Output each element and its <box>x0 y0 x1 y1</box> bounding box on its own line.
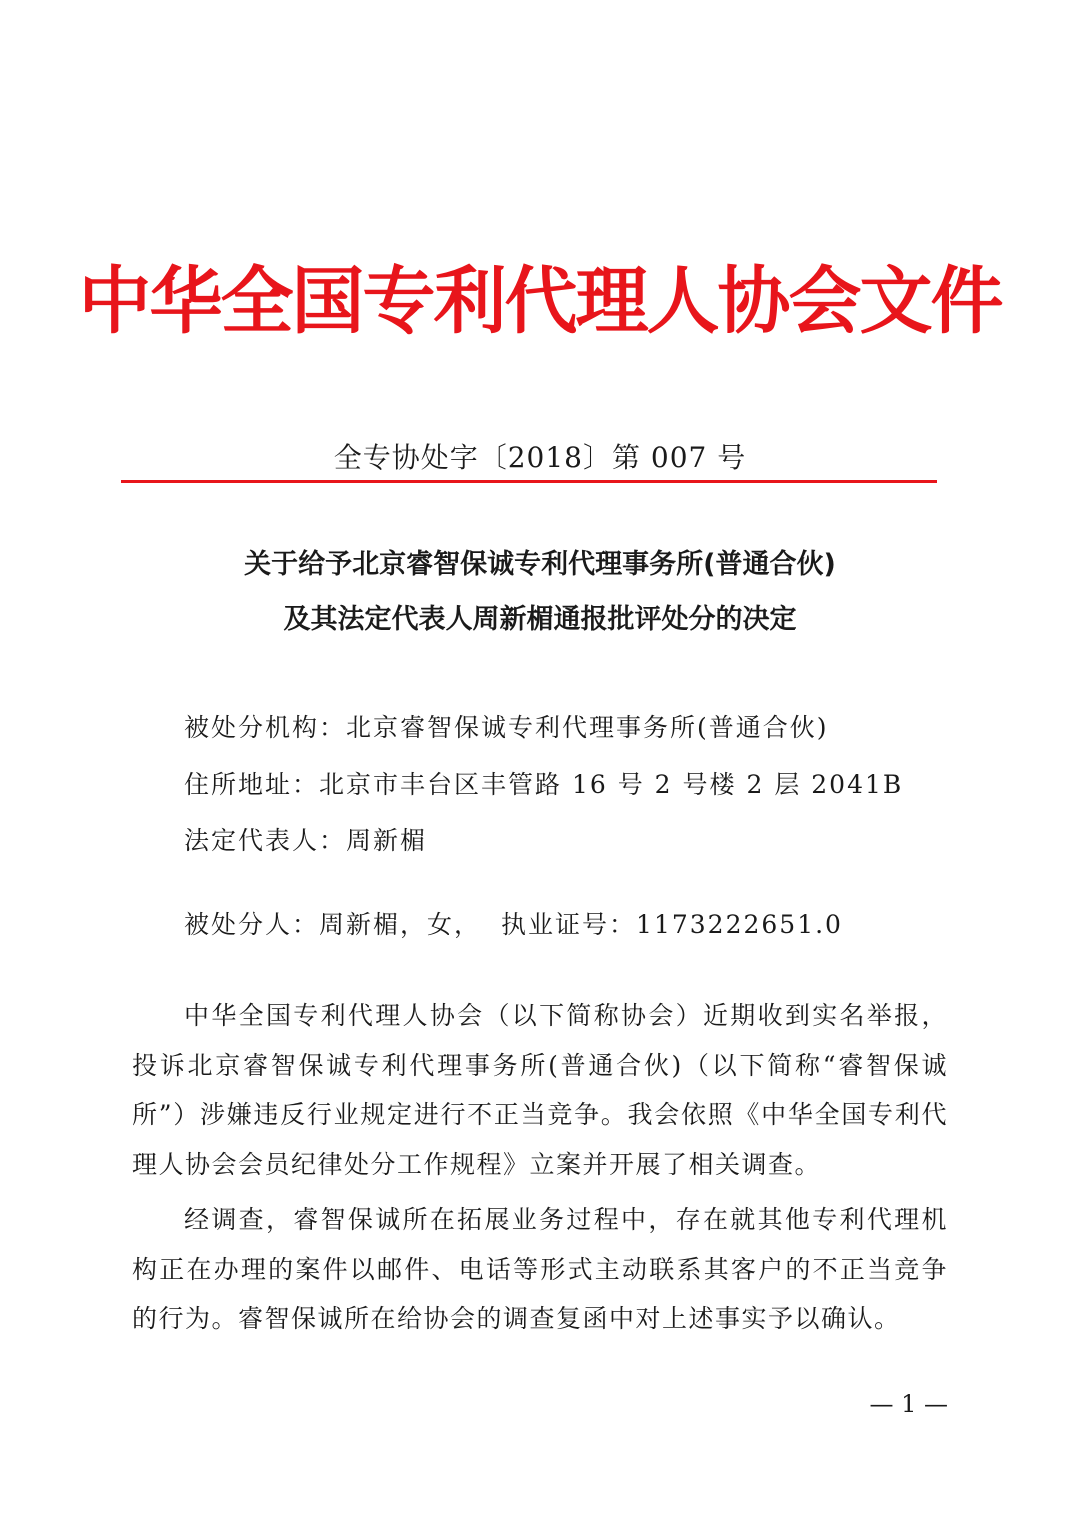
field-label: 被处分机构： <box>184 713 347 742</box>
field-value: 北京睿智保诚专利代理事务所(普通合伙) <box>346 713 829 742</box>
masthead-title: 中华全国专利代理人协会文件 <box>78 259 1002 344</box>
license-label: 执业证号： <box>501 910 637 939</box>
decision-title-line-1: 关于给予北京睿智保诚专利代理事务所(普通合伙) <box>244 549 836 580</box>
body-paragraph-2: 经调查，睿智保诚所在拓展业务过程中，存在就其他专利代理机构正在办理的案件以邮件、电话等形式主动联系其客户的不正当竞争的行为。睿智保诚所在给协会的调查复函中对上述事实予以确认。 <box>132 1205 948 1333</box>
red-divider-line <box>121 480 937 483</box>
field-punished-institution <box>184 708 829 748</box>
license-number: 1173222651.0 <box>636 910 843 939</box>
decision-title-line-2: 及其法定代表人周新楣通报批评处分的决定 <box>283 604 797 635</box>
field-legal-representative <box>184 821 427 861</box>
field-address <box>184 765 903 805</box>
field-value: 北京市丰台区丰管路 16 号 2 号楼 2 层 2041B <box>319 770 904 799</box>
field-punished-person <box>184 905 843 945</box>
body-paragraph-1: 中华全国专利代理人协会（以下简称协会）近期收到实名举报，投诉北京睿智保诚专利代理事务所(普通合伙)（以下简称“睿智保诚所”）涉嫌违反行业规定进行不正当竞争。我会依照《中华全国专利代理人协会会员纪律处分工作规程》立案并开展了相关调查。 <box>132 1001 948 1179</box>
page-number: — 1 — <box>869 1390 948 1418</box>
field-label: 法定代表人： <box>184 826 347 855</box>
field-value: 周新楣 <box>346 826 428 855</box>
field-label: 被处分人： <box>184 910 320 939</box>
document-number: 全专协处字〔2018〕第 007 号 <box>333 441 747 474</box>
field-label: 住所地址： <box>184 770 320 799</box>
field-value: 周新楣，女， <box>319 910 482 939</box>
